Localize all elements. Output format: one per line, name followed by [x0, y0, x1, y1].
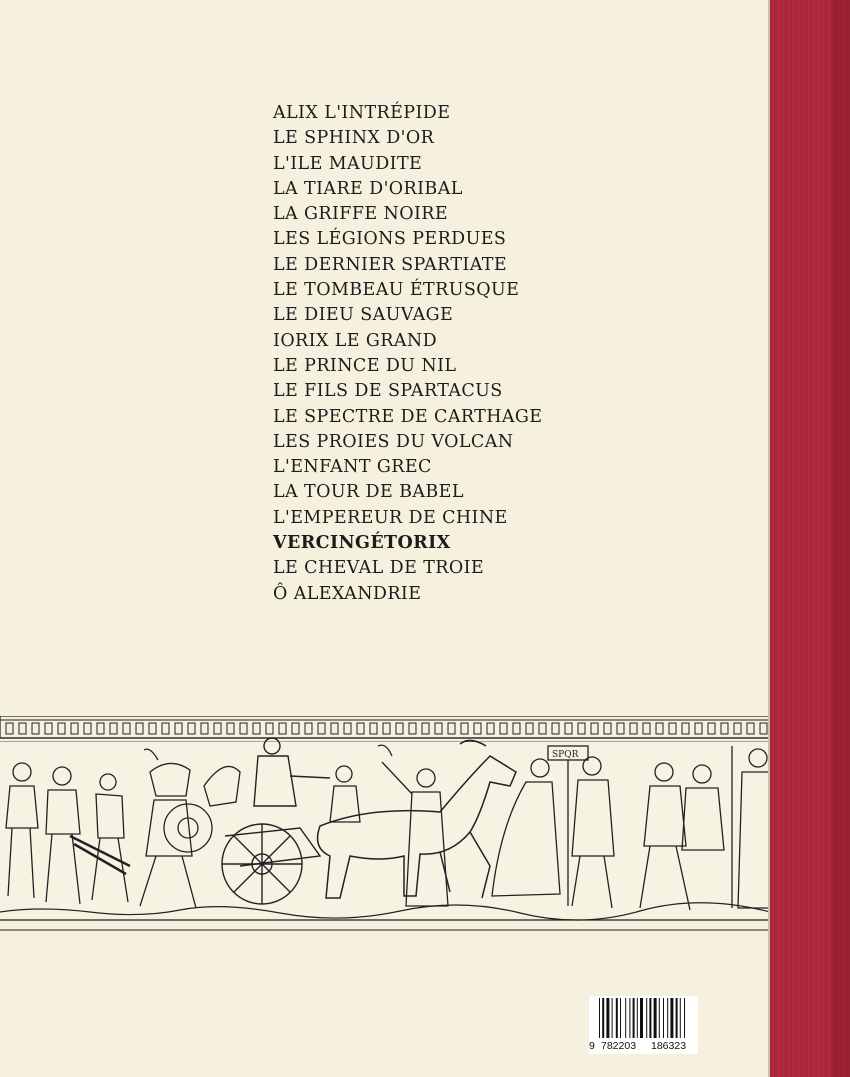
album-title: LE DIEU SAUVAGE: [273, 305, 454, 326]
barcode-bar: [667, 998, 668, 1038]
barcode-bar: [629, 998, 630, 1038]
barcode-left-group: 782203: [601, 1040, 637, 1052]
barcode-bar: [684, 998, 685, 1038]
barcode-bar: [625, 998, 626, 1038]
barcode-bar: [670, 998, 673, 1038]
album-title: LA GRIFFE NOIRE: [273, 204, 449, 225]
barcode-bar: [602, 998, 604, 1038]
album-title: ALIX L'INTRÉPIDE: [273, 103, 451, 123]
album-title: L'ENFANT GREC: [273, 457, 432, 478]
barcode-bars: [589, 996, 698, 1040]
roman-frieze-illustration: [0, 716, 770, 934]
barcode-right-group: 186323: [651, 1040, 687, 1052]
album-title: LE SPECTRE DE CARTHAGE: [273, 406, 543, 427]
album-title: L'EMPEREUR DE CHINE: [273, 507, 508, 528]
barcode-bar: [633, 998, 635, 1038]
album-title-current: VERCINGÉTORIX: [273, 533, 451, 554]
album-title: LE CHEVAL DE TROIE: [273, 558, 485, 579]
album-title: LE PRINCE DU NIL: [273, 355, 457, 376]
album-title: LE FILS DE SPARTACUS: [273, 381, 503, 402]
barcode-first-digit: 9: [589, 1040, 595, 1052]
album-title: LE DERNIER SPARTIATE: [273, 254, 508, 275]
barcode-bar: [680, 998, 681, 1038]
album-title: LES PROIES DU VOLCAN: [273, 431, 514, 452]
barcode-bar: [612, 998, 613, 1038]
barcode-bar: [663, 998, 664, 1038]
barcode-bar: [649, 998, 651, 1038]
barcode-bar: [637, 998, 638, 1038]
album-title: LES LÉGIONS PERDUES: [273, 229, 507, 250]
album-title: LE TOMBEAU ÉTRUSQUE: [273, 280, 520, 301]
album-title-list: [273, 101, 542, 607]
barcode-bar: [646, 998, 647, 1038]
barcode-bar: [659, 998, 660, 1038]
spine-shadow: [832, 0, 850, 1077]
barcode-bar: [640, 998, 643, 1038]
album-title: Ô ALEXANDRIE: [273, 583, 422, 604]
barcode-bar: [616, 998, 618, 1038]
album-title: LE SPHINX D'OR: [273, 128, 435, 149]
spqr-standard-text: SPQR: [552, 750, 579, 760]
album-title: LA TIARE D'ORIBAL: [273, 178, 463, 199]
barcode-bar: [606, 998, 609, 1038]
barcode-bar: [676, 998, 678, 1038]
album-title: L'ILE MAUDITE: [273, 153, 423, 174]
isbn-barcode: [589, 996, 698, 1054]
barcode-bar: [654, 998, 657, 1038]
barcode-bar: [599, 998, 600, 1038]
album-title: LA TOUR DE BABEL: [273, 482, 464, 503]
barcode-bar: [620, 998, 621, 1038]
album-title: IORIX LE GRAND: [273, 330, 438, 351]
